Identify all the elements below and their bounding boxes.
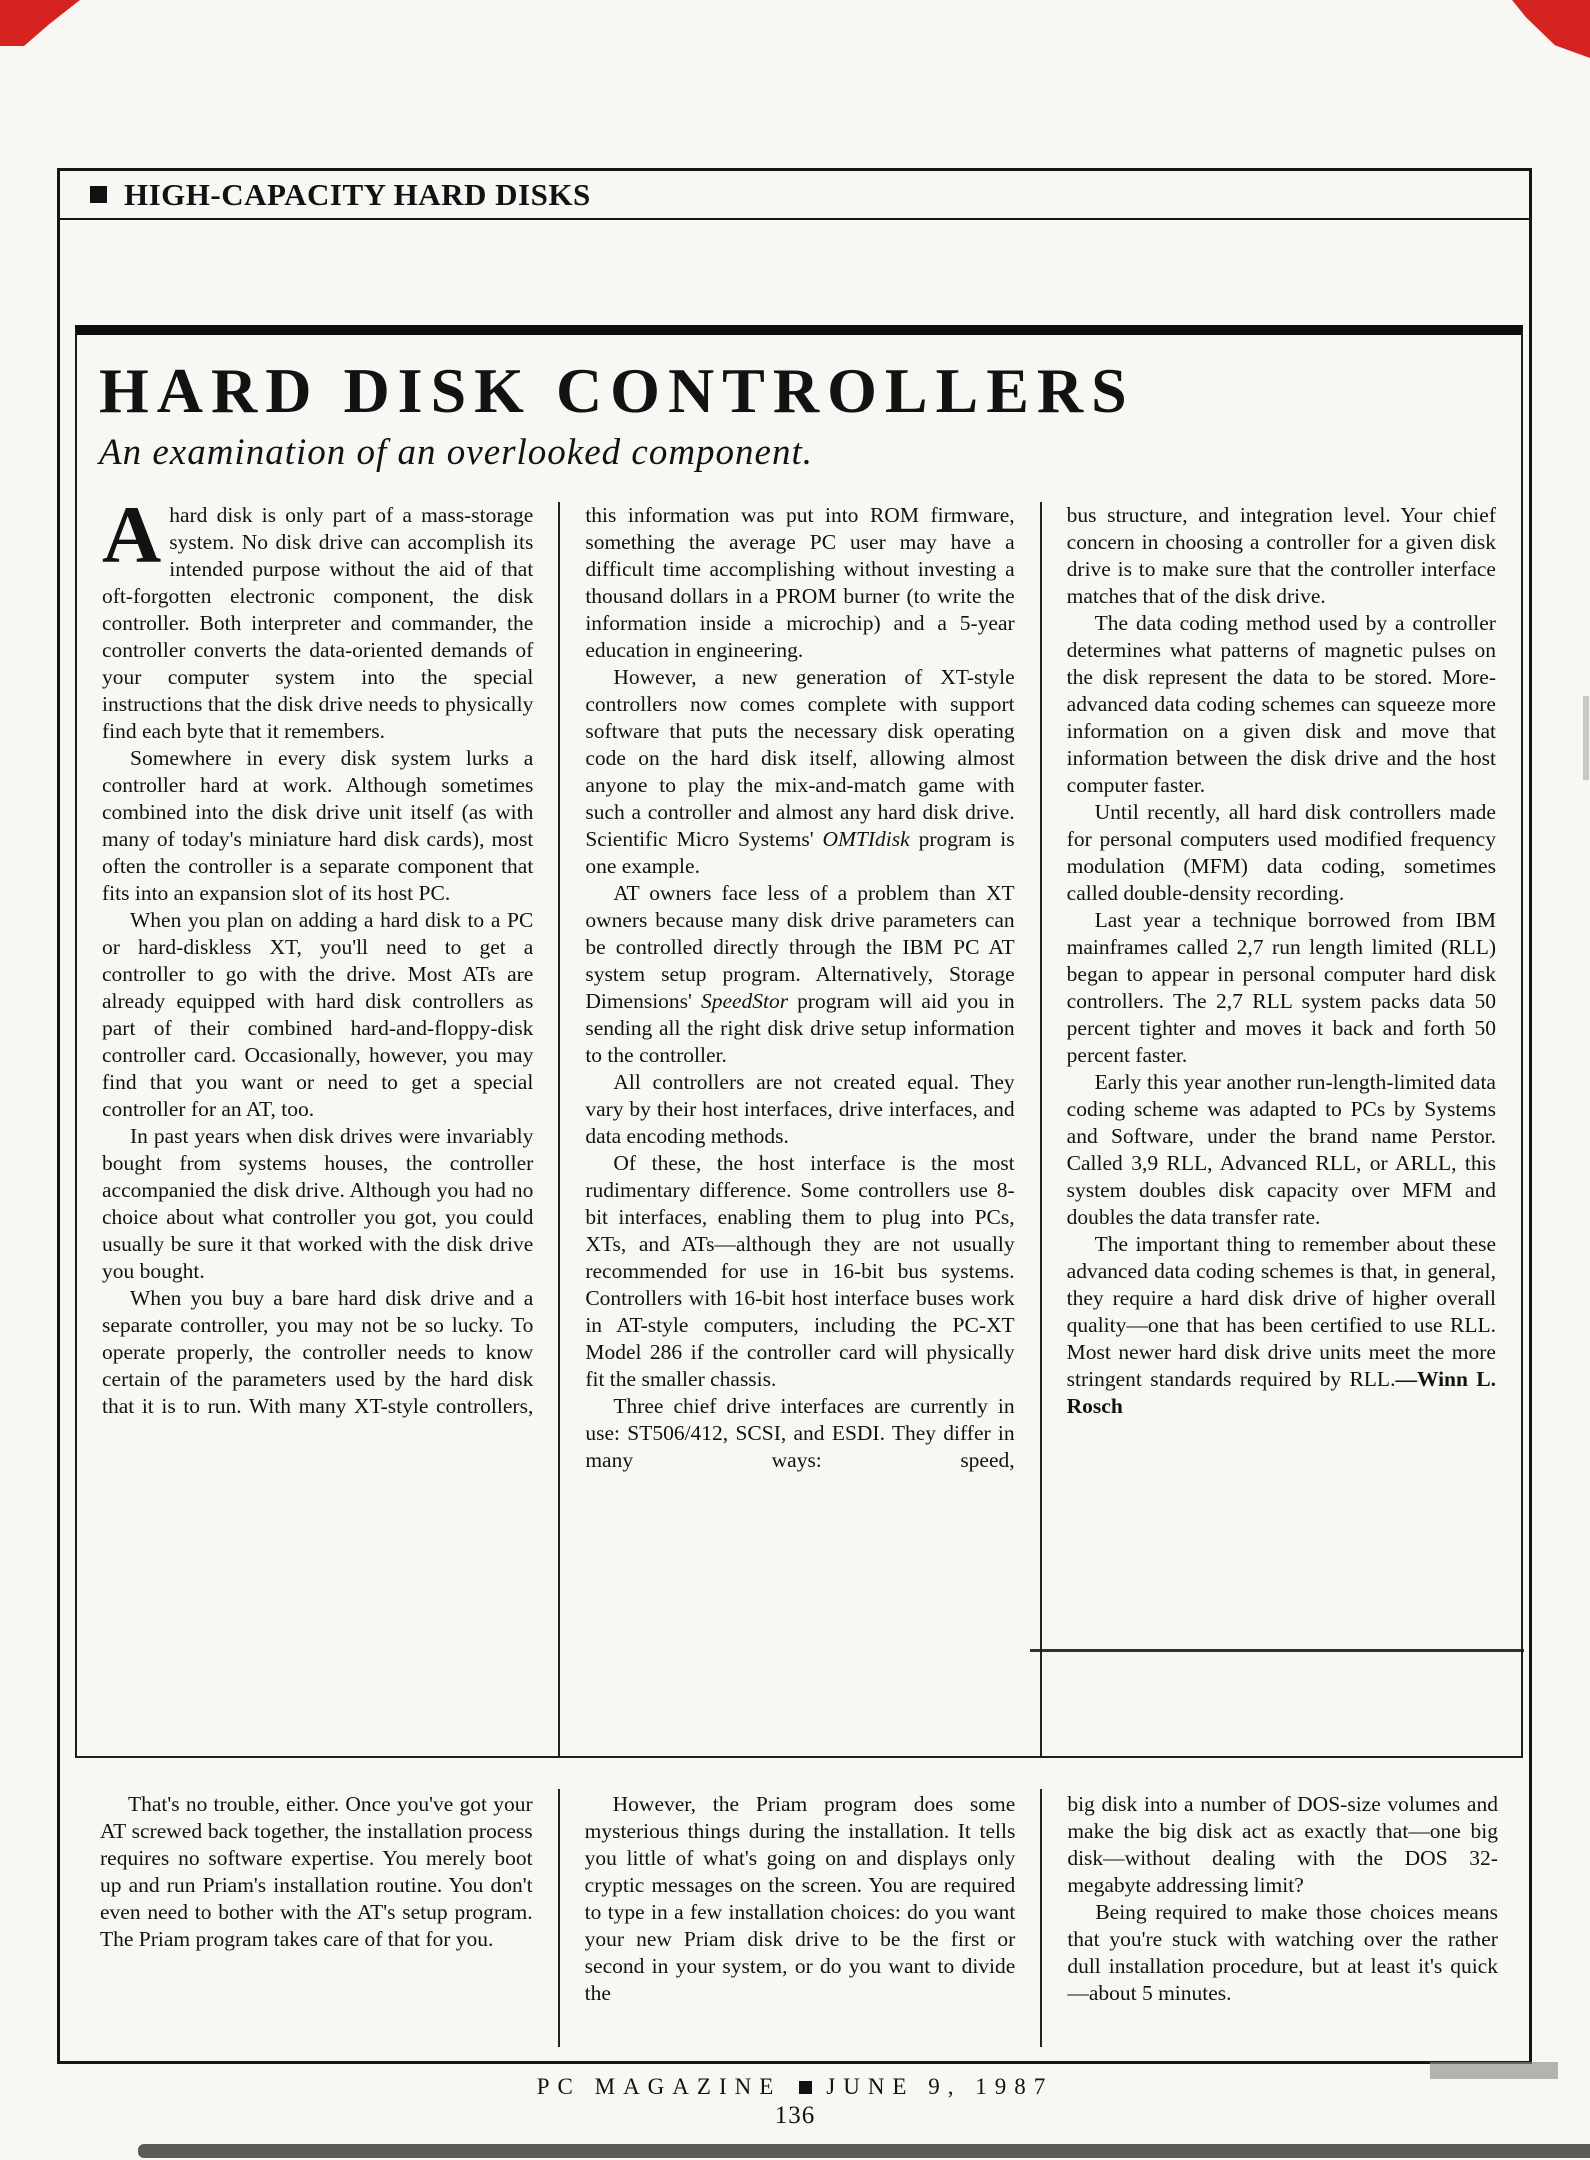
paragraph: Of these, the host interface is the most rudimentary difference. Some controllers use 8-bit interfaces, enabling them to plug into PCs, XTs, and ATs—although they are not usually recommended for use in 16-bit bus systems. Controllers with 16-bit host interface buses work in AT-style computers, including the PC-XT Model 286 if the controller card will physically fit the smaller chassis. [585, 1151, 1015, 1391]
paragraph: All controllers are not created equal. They vary by their host interfaces, drive interfaces, and data encoding methods. [585, 1070, 1015, 1148]
article-box [75, 325, 1523, 1758]
paragraph-text: However, a new generation of XT-style controllers now comes complete with support software that puts the necessary disk operating code on the hard disk itself, allowing almost anyone to play the mix-and-match game with such a controller and almost any hard disk drive. Scientific Micro Systems' [585, 665, 1015, 851]
magazine-name: PC MAGAZINE [536, 2074, 782, 2099]
article-title: HARD DISK CONTROLLERS [99, 355, 1135, 426]
continuation-columns [75, 1789, 1523, 2047]
paragraph: That's no trouble, either. Once you've got your AT screwed back together, the installation process requires no software expertise. You merely boot up and run Priam's installation routine. You don't even need to bother with the AT's setup program. The Priam program takes care of that for you. [100, 1792, 533, 1951]
scan-artifact-bottom-bar [138, 2144, 1590, 2158]
page-footer [0, 2074, 1590, 2100]
paragraph: Early this year another run-length-limited data coding scheme was adapted to PCs by Systems and Software, under the brand name Perstor. Called 3,9 RLL, Advanced RLL, or ARLL, this system doubles disk capacity over MFM and doubles the data transfer rate. [1066, 1070, 1496, 1229]
article-column-2 [558, 502, 1039, 1756]
article-header [77, 335, 1521, 474]
paragraph-text: program is one example. [585, 827, 1015, 878]
paragraph [102, 502, 533, 745]
paragraph: this information was put into ROM firmware, something the average PC user may have a difficult time accomplishing without investing a thousand dollars in a PROM burner (to write the information inside a microchip) and a 5-year education in engineering. [585, 503, 1015, 662]
paragraph: The data coding method used by a controller determines what patterns of magnetic pulses on the disk represent the data to be stored. More-advanced data coding schemes can squeeze more information on a given disk and move that information between the disk drive and the host computer faster. [1066, 611, 1496, 797]
paragraph: However, the Priam program does some mysterious things during the installation. It tells you little of what's going on and displays only cryptic messages on the screen. You are required to type in a few installation choices: do you want your new Priam disk drive to be the first or second in your system, or do you want to divide the [584, 1792, 1016, 2005]
paragraph: In past years when disk drives were invariably bought from systems houses, the controller accompanied the disk drive. Although you had no choice about what controller you got, you could usually be sure it that worked with the disk drive you bought. [102, 1124, 534, 1283]
byline: —Winn L. Rosch [1066, 1367, 1496, 1418]
continuation-column-3 [1040, 1789, 1523, 2047]
scan-artifact-smudge [1430, 2062, 1558, 2079]
scan-artifact-edge-mark [1583, 696, 1589, 780]
paragraph: Somewhere in every disk system lurks a controller hard at work. Although sometimes combined into the disk drive unit itself (as with many of today's miniature hard disk cards), most often the controller is a separate component that fits into an expansion slot of its host PC. [102, 746, 534, 905]
paragraph-text: hard disk is only part of a mass-storage system. No disk drive can accomplish its intended purpose without the aid of that oft-forgotten electronic component, the disk controller. Both interpreter and commander, the controller converts the data-oriented demands of your computer system into the special instructions that the disk drive needs to physically find each byte that it remembers. [102, 503, 534, 743]
paragraph: Until recently, all hard disk controllers made for personal computers used modified frequency modulation (MFM) data coding, sometimes called double-density recording. [1066, 800, 1496, 905]
paragraph: big disk into a number of DOS-size volumes and make the big disk act as exactly that—one big disk—without dealing with the DOS 32-megabyte addressing limit? [1067, 1792, 1498, 1897]
scan-artifact-line [1030, 1649, 1524, 1652]
paragraph [585, 880, 1014, 1069]
scan-artifact-red-corner-left [0, 0, 80, 46]
drop-cap: A [102, 502, 162, 580]
article-subtitle: An examination of an overlooked component. [99, 432, 813, 473]
program-name: SpeedStor [700, 989, 789, 1013]
page-number: 136 [774, 2102, 816, 2129]
continuation-column-2 [558, 1789, 1041, 2047]
paragraph: When you buy a bare hard disk drive and a separate controller, you may not be so lucky. To operate properly, the controller needs to know certain of the parameters used by the hard disk that it is to run. With many XT-style controllers, [102, 1286, 534, 1418]
paragraph [585, 664, 1014, 880]
kicker-label: HIGH-CAPACITY HARD DISKS [124, 176, 591, 212]
article-columns [77, 502, 1521, 1756]
paragraph [1067, 1231, 1496, 1420]
paragraph: Being required to make those choices means that you're stuck with watching over the rather dull installation procedure, but at least it's quick—about 5 minutes. [1067, 1900, 1498, 2005]
scan-artifact-red-corner-right [1512, 0, 1590, 58]
paragraph: Three chief drive interfaces are currently in use: ST506/412, SCSI, and ESDI. They differ in many ways: speed, [585, 1394, 1015, 1472]
article-column-1 [77, 502, 558, 1756]
paragraph-text: AT owners face less of a problem than XT owners because many disk drive parameters can be controlled directly through the IBM PC AT system setup program. Alternatively, Storage Dimensions' [585, 881, 1015, 1013]
continuation-column-1 [75, 1789, 558, 2047]
square-bullet-icon [90, 186, 107, 203]
program-name: OMTIdisk [822, 827, 910, 851]
issue-date: JUNE 9, 1987 [826, 2074, 1054, 2099]
article-column-3 [1040, 502, 1521, 1756]
paragraph: When you plan on adding a hard disk to a PC or hard-diskless XT, you'll need to get a controller to go with the drive. Most ATs are already equipped with hard disk controllers as part of their combined hard-and-floppy-disk controller card. Occasionally, however, you may find that you want or need to get a special controller for an AT, too. [102, 908, 534, 1121]
paragraph: bus structure, and integration level. Your chief concern in choosing a controller for a given disk drive is to make sure that the controller interface matches that of the disk drive. [1066, 503, 1496, 608]
square-bullet-icon [799, 2081, 812, 2094]
paragraph-text: The important thing to remember about these advanced data coding schemes is that, in general, they require a hard disk drive of higher overall quality—one that has been certified to use RLL. Most newer hard disk drive units meet the more stringent standards required by RLL. [1066, 1232, 1496, 1391]
section-kicker [60, 171, 1529, 220]
paragraph-text: program will aid you in sending all the right disk drive setup information to the controller. [585, 989, 1015, 1067]
paragraph: Last year a technique borrowed from IBM mainframes called 2,7 run length limited (RLL) began to appear in personal computer hard disk controllers. The 2,7 RLL system packs data 50 percent tighter and moves it back and forth 50 percent faster. [1066, 908, 1496, 1067]
